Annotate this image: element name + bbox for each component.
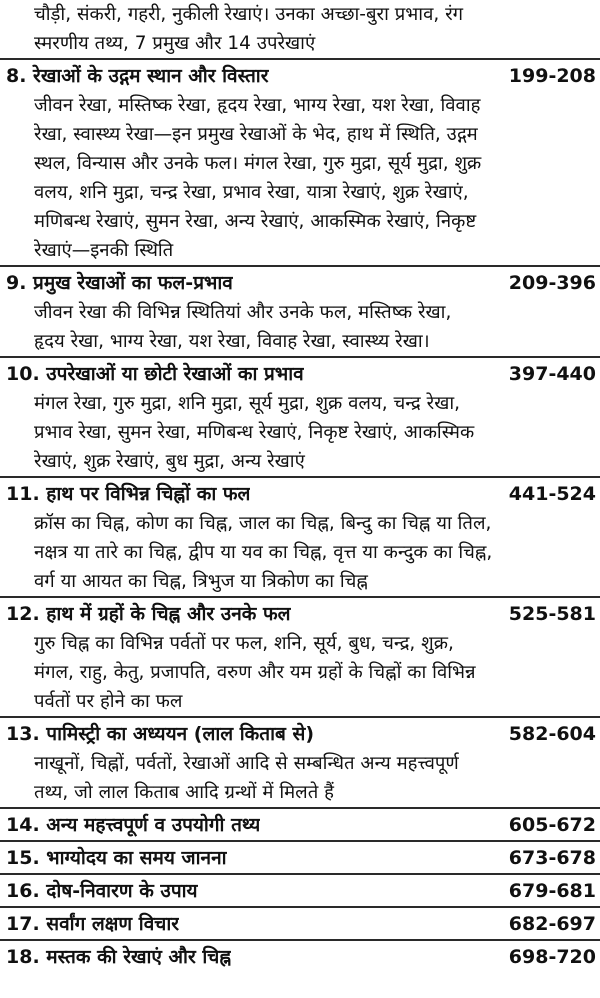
chapter-heading bbox=[0, 877, 600, 906]
chapter-heading bbox=[0, 844, 600, 873]
chapter-page-range: 673-678 bbox=[508, 847, 596, 869]
description-line: मणिबन्ध रेखाएं, सुमन रेखा, अन्य रेखाएं, आकस्मिक रेखाएं, निकृष्ट bbox=[34, 211, 477, 232]
description-line: हृदय रेखा, भाग्य रेखा, यश रेखा, विवाह रेखा, स्वास्थ्य रेखा। bbox=[34, 331, 430, 352]
chapter-description bbox=[0, 749, 600, 807]
chapter-title: 14. अन्य महत्त्वपूर्ण व उपयोगी तथ्य bbox=[6, 814, 261, 836]
description-line: वलय, शनि मुद्रा, चन्द्र रेखा, प्रभाव रेखा, यात्रा रेखाएं, शुक्र रेखाएं, bbox=[34, 182, 469, 203]
chapter-page-range: 397-440 bbox=[508, 363, 596, 385]
description-line: प्रभाव रेखा, सुमन रेखा, मणिबन्ध रेखाएं, निकृष्ट रेखाएं, आकस्मिक bbox=[34, 422, 475, 443]
description-line: क्रॉस का चिह्न, कोण का चिह्न, जाल का चिह्न, बिन्दु का चिह्न या तिल, bbox=[34, 513, 492, 534]
chapter-heading bbox=[0, 811, 600, 840]
description-line: रेखाएं, शुक्र रेखाएं, बुध मुद्रा, अन्य रेखाएं bbox=[34, 451, 305, 472]
chapter-entry bbox=[0, 840, 600, 873]
chapter-title: 18. मस्तक की रेखाएं और चिह्न bbox=[6, 946, 232, 968]
chapter-entry bbox=[0, 596, 600, 716]
chapter-entry bbox=[0, 356, 600, 476]
chapter-entry bbox=[0, 807, 600, 840]
chapter-description bbox=[0, 298, 600, 356]
chapter-entry bbox=[0, 58, 600, 265]
chapter-heading bbox=[0, 910, 600, 939]
chapter-heading bbox=[0, 720, 600, 749]
chapter-heading bbox=[0, 943, 600, 972]
chapter-heading bbox=[0, 62, 600, 91]
description-line: नाखूनों, चिह्नों, पर्वतों, रेखाओं आदि से सम्बन्धित अन्य महत्त्वपूर्ण bbox=[34, 753, 459, 774]
description-line: पर्वतों पर होने का फल bbox=[34, 691, 183, 712]
chapter-entry bbox=[0, 939, 600, 972]
chapter-title: 15. भाग्योदय का समय जानना bbox=[6, 847, 227, 869]
chapter-heading bbox=[0, 480, 600, 509]
chapter-page-range: 525-581 bbox=[508, 603, 596, 625]
chapter-title: 12. हाथ में ग्रहों के चिह्न और उनके फल bbox=[6, 603, 291, 625]
chapter-page-range: 441-524 bbox=[508, 483, 596, 505]
intro-line: चौड़ी, संकरी, गहरी, नुकीली रेखाएं। उनका अच्छा-बुरा प्रभाव, रंग bbox=[34, 4, 464, 25]
description-line: जीवन रेखा की विभिन्न स्थितियां और उनके फल, मस्तिष्क रेखा, bbox=[34, 302, 452, 323]
description-line: गुरु चिह्न का विभिन्न पर्वतों पर फल, शनि, सूर्य, बुध, चन्द्र, शुक्र, bbox=[34, 633, 454, 654]
chapter-page-range: 698-720 bbox=[508, 946, 596, 968]
chapter-description bbox=[0, 91, 600, 265]
chapter-page-range: 582-604 bbox=[508, 723, 596, 745]
description-line: रेखा, स्वास्थ्य रेखा—इन प्रमुख रेखाओं के भेद, हाथ में स्थिति, उद्गम bbox=[34, 124, 478, 145]
chapter-entry bbox=[0, 873, 600, 906]
intro-text bbox=[0, 0, 600, 58]
chapter-entry bbox=[0, 906, 600, 939]
chapter-entry bbox=[0, 716, 600, 807]
chapter-description bbox=[0, 509, 600, 596]
chapter-page-range: 682-697 bbox=[508, 913, 596, 935]
description-line: जीवन रेखा, मस्तिष्क रेखा, हृदय रेखा, भाग्य रेखा, यश रेखा, विवाह bbox=[34, 95, 481, 116]
description-line: रेखाएं—इनकी स्थिति bbox=[34, 240, 174, 261]
chapter-description bbox=[0, 629, 600, 716]
chapter-page-range: 605-672 bbox=[508, 814, 596, 836]
intro-line: स्मरणीय तथ्य, 7 प्रमुख और 14 उपरेखाएं bbox=[34, 33, 316, 54]
chapter-description bbox=[0, 389, 600, 476]
description-line: मंगल रेखा, गुरु मुद्रा, शनि मुद्रा, सूर्य मुद्रा, शुक्र वलय, चन्द्र रेखा, bbox=[34, 393, 460, 414]
chapter-heading bbox=[0, 269, 600, 298]
chapter-page-range: 209-396 bbox=[508, 272, 596, 294]
description-line: वर्ग या आयत का चिह्न, त्रिभुज या त्रिकोण का चिह्न bbox=[34, 571, 368, 592]
chapter-title: 9. प्रमुख रेखाओं का फल-प्रभाव bbox=[6, 272, 233, 294]
chapter-title: 16. दोष-निवारण के उपाय bbox=[6, 880, 198, 902]
chapter-entry bbox=[0, 265, 600, 356]
chapter-title: 17. सर्वांग लक्षण विचार bbox=[6, 913, 180, 935]
chapter-title: 13. पामिस्ट्री का अध्ययन (लाल किताब से) bbox=[6, 723, 314, 745]
chapter-heading bbox=[0, 360, 600, 389]
chapter-page-range: 199-208 bbox=[508, 65, 596, 87]
description-line: स्थल, विन्यास और उनके फल। मंगल रेखा, गुरु मुद्रा, सूर्य मुद्रा, शुक्र bbox=[34, 153, 482, 174]
description-line: तथ्य, जो लाल किताब आदि ग्रन्थों में मिलते हैं bbox=[34, 782, 334, 803]
chapter-title: 8. रेखाओं के उद्गम स्थान और विस्तार bbox=[6, 65, 269, 87]
chapter-entry bbox=[0, 476, 600, 596]
description-line: मंगल, राहु, केतु, प्रजापति, वरुण और यम ग्रहों के चिह्नों का विभिन्न bbox=[34, 662, 476, 683]
chapter-page-range: 679-681 bbox=[508, 880, 596, 902]
chapter-title: 11. हाथ पर विभिन्न चिह्नों का फल bbox=[6, 483, 251, 505]
description-line: नक्षत्र या तारे का चिह्न, द्वीप या यव का चिह्न, वृत्त या कन्दुक का चिह्न, bbox=[34, 542, 493, 563]
chapter-heading bbox=[0, 600, 600, 629]
chapter-title: 10. उपरेखाओं या छोटी रेखाओं का प्रभाव bbox=[6, 363, 304, 385]
